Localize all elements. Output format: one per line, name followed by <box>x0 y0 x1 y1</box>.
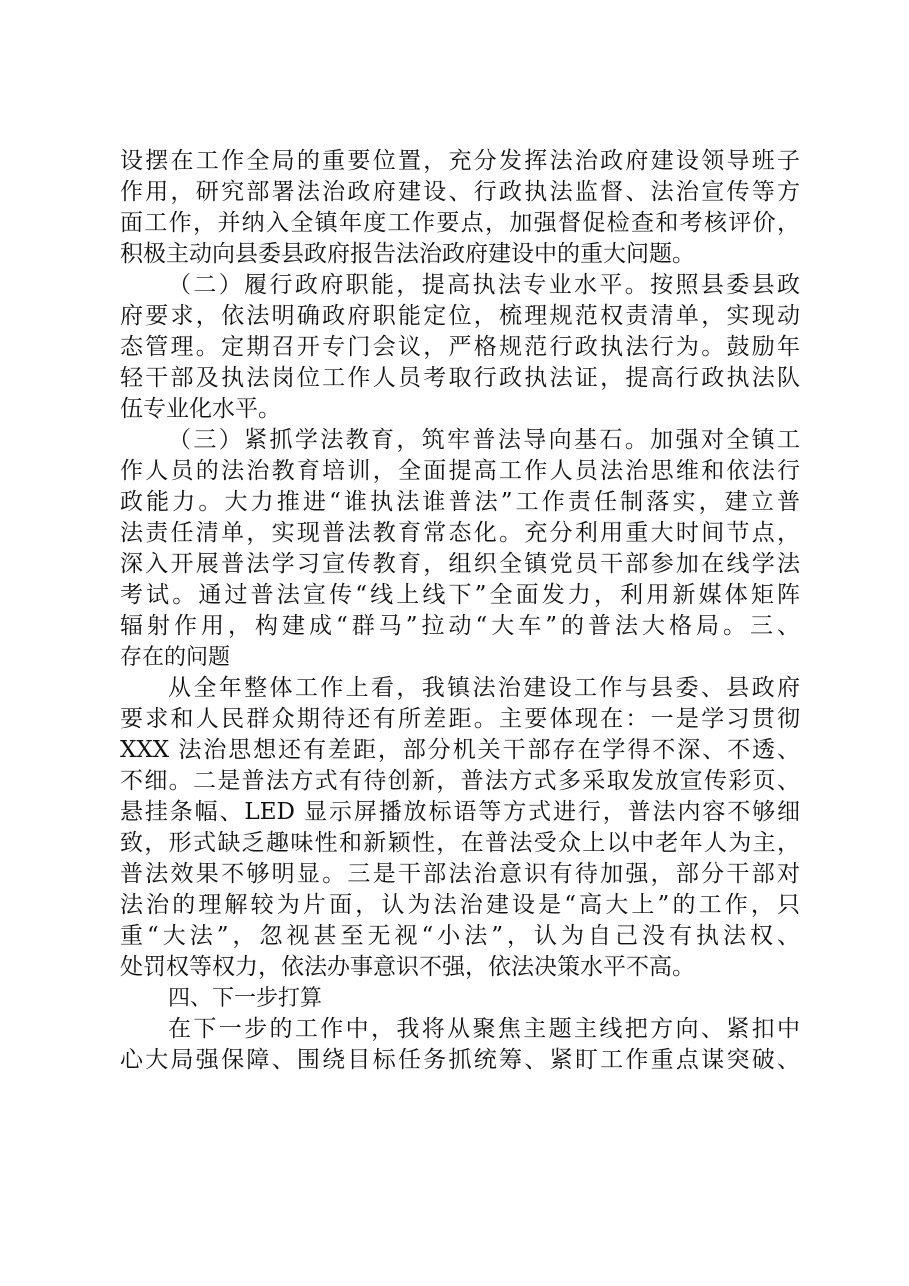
text-line: （三）紧抓学法教育，筑牢普法导向基石。加强对全镇工 <box>168 427 800 453</box>
section-heading-problems: 存在的问题 <box>120 645 231 670</box>
text-line: 考试。通过普法宣传“线上线下”全面发力，利用新媒体矩阵 <box>120 582 800 608</box>
paragraph-4 <box>120 673 800 983</box>
paragraph-3 <box>120 425 800 642</box>
paragraph-2 <box>120 270 800 425</box>
text-line: 重“大法”，忽视甚至无视“小法”，认为自己没有执法权、 <box>120 923 800 949</box>
text-line: （二）履行政府职能，提高执法专业水平。按照县委县政 <box>168 272 800 298</box>
text-line: 辐射作用，构建成“群马”拉动“大车”的普法大格局。三、 <box>120 613 800 639</box>
text-line: 作用，研究部署法治政府建设、行政执法监督、法治宣传等方 <box>120 179 800 205</box>
text-line: 设摆在工作全局的重要位置，充分发挥法治政府建设领导班子 <box>120 148 800 174</box>
text-line: 态管理。定期召开专门会议，严格规范行政执法行为。鼓励年 <box>120 334 800 360</box>
text-line: 深入开展普法学习宣传教育，组织全镇党员干部参加在线学法 <box>120 551 800 577</box>
document-body <box>120 146 800 1076</box>
text-line: 政能力。大力推进“谁执法谁普法”工作责任制落实，建立普 <box>120 489 800 515</box>
text-line: 要求和人民群众期待还有所差距。主要体现在：一是学习贯彻 <box>120 706 800 732</box>
paragraph-5 <box>120 1014 800 1076</box>
text-line: XXX 法治思想还有差距，部分机关干部存在学得不深、不透、 <box>120 737 800 763</box>
text-line: 普法效果不够明显。三是干部法治意识有待加强，部分干部对 <box>120 861 800 887</box>
text-line: 不细。二是普法方式有待创新，普法方式多采取发放宣传彩页、 <box>120 768 800 794</box>
text-line: 法责任清单，实现普法教育常态化。充分利用重大时间节点， <box>120 520 800 546</box>
text-line: 从全年整体工作上看，我镇法治建设工作与县委、县政府 <box>168 675 800 701</box>
text-line: 处罚权等权力，依法办事意识不强，依法决策水平不高。 <box>120 954 695 980</box>
text-line: 在下一步的工作中，我将从聚焦主题主线把方向、紧扣中 <box>168 1016 800 1042</box>
text-line: 法治的理解较为片面，认为法治建设是“高大上”的工作，只 <box>120 892 800 918</box>
text-line: 悬挂条幅、LED 显示屏播放标语等方式进行，普法内容不够细 <box>120 799 800 825</box>
paragraph-1 <box>120 146 800 270</box>
text-line: 轻干部及执法岗位工作人员考取行政执法证，提高行政执法队 <box>120 365 800 391</box>
text-line: 作人员的法治教育培训，全面提高工作人员法治思维和依法行 <box>120 458 800 484</box>
text-line: 府要求，依法明确政府职能定位，梳理规范权责清单，实现动 <box>120 303 800 329</box>
text-line: 心大局强保障、围绕目标任务抓统筹、紧盯工作重点谋突破、 <box>120 1047 800 1073</box>
text-line: 致，形式缺乏趣味性和新颖性，在普法受众上以中老年人为主， <box>120 830 800 856</box>
text-line: 伍专业化水平。 <box>120 396 281 422</box>
text-line: 积极主动向县委县政府报告法治政府建设中的重大问题。 <box>120 241 695 267</box>
text-line: 面工作，并纳入全镇年度工作要点，加强督促检查和考核评价， <box>120 210 800 236</box>
section-heading-next-steps: 四、下一步打算 <box>168 986 323 1011</box>
